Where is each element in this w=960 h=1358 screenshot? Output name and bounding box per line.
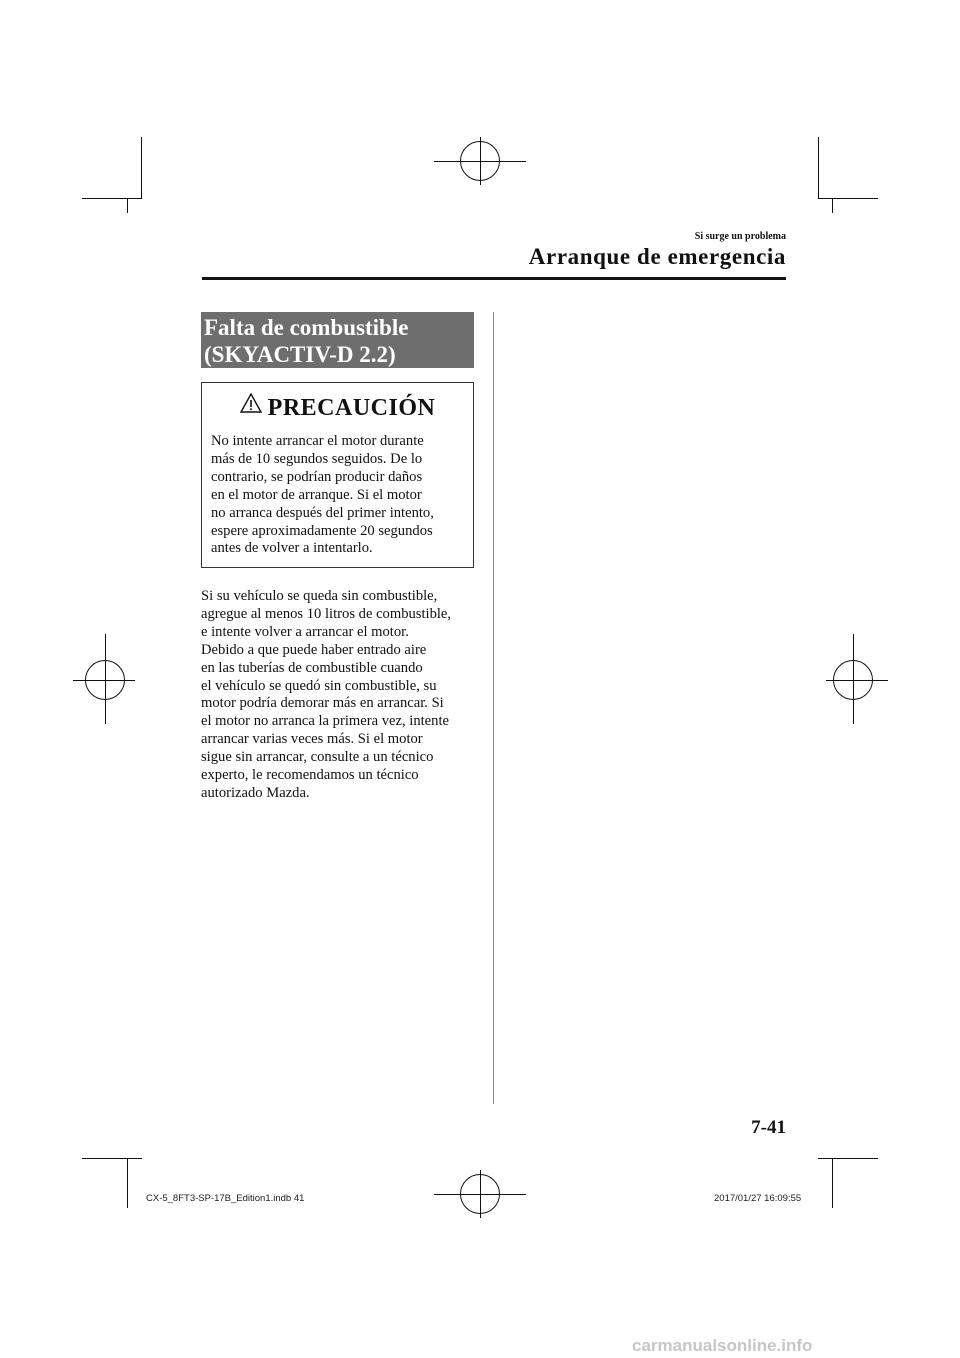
body-line: Debido a que puede haber entrado aire xyxy=(201,641,427,658)
body-line: e intente volver a arrancar el motor. xyxy=(201,623,409,640)
header-rule xyxy=(202,277,786,280)
section-header: Arranque de emergencia xyxy=(528,244,786,269)
body-line: autorizado Mazda. xyxy=(201,784,310,801)
caution-box xyxy=(201,382,474,568)
watermark: carmanualsonline.info xyxy=(632,1336,813,1355)
body-line: sigue sin arrancar, consulte a un técnico xyxy=(201,749,434,766)
body-line: Si su vehículo se queda sin combustible, xyxy=(201,588,438,604)
caution-heading xyxy=(202,395,473,423)
caution-text xyxy=(211,433,469,558)
body-line: el vehículo se quedó sin combustible, su xyxy=(201,677,437,694)
caution-line: no arranca después del primer intento, xyxy=(211,504,434,521)
body-line: motor podría demorar más en arrancar. Si xyxy=(201,695,444,712)
caution-line: más de 10 segundos seguidos. De lo xyxy=(211,450,423,467)
body-line: el motor no arranca la primera vez, intente xyxy=(201,713,449,730)
section-title-line2: (SKYACTIV-D 2.2) xyxy=(204,342,396,367)
caution-line: antes de volver a intentarlo. xyxy=(211,540,373,557)
body-line: agregue al menos 10 litros de combustible, xyxy=(201,605,452,622)
body-line: arrancar varias veces más. Si el motor xyxy=(201,731,423,748)
footer-filename: CX-5_8FT3-SP-17B_Edition1.indb 41 xyxy=(146,1193,305,1204)
warning-triangle-icon xyxy=(240,393,262,420)
caution-line: en el motor de arranque. Si el motor xyxy=(211,486,422,503)
page-number: 7-41 xyxy=(751,1117,786,1138)
section-title-line1: Falta de combustible xyxy=(204,315,409,340)
section-title-box xyxy=(201,312,474,368)
column-divider xyxy=(493,312,494,1104)
caution-line: contrario, se podrían producir daños xyxy=(211,468,423,485)
caution-line: No intente arrancar el motor durante xyxy=(211,433,424,449)
body-line: en las tuberías de combustible cuando xyxy=(201,659,423,676)
body-line: experto, le recomendamos un técnico xyxy=(201,767,419,784)
footer-timestamp: 2017/01/27 16:09:55 xyxy=(714,1193,802,1204)
chapter-title: Si surge un problema xyxy=(694,231,786,242)
caution-line: espere aproximadamente 20 segundos xyxy=(211,522,433,539)
caution-title: PRECAUCIÓN xyxy=(267,395,436,421)
body-paragraph xyxy=(201,588,491,803)
